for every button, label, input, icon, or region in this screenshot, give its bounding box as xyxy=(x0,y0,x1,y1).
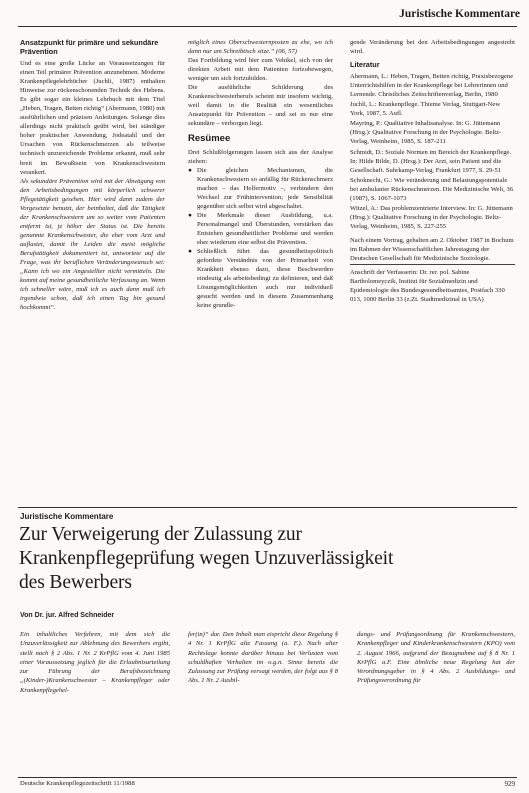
bullet-text: Die gleichen Mechanismen, die Krankenschwestern so anfällig für Rückenschmerz machen – das Helfermotiv –, verhindern den Wechsel zur Frühintervention; jede Sensibilität gegenüber sich selbst wird abgeschaltet. xyxy=(197,166,333,210)
bullet-item xyxy=(188,211,333,247)
literature-entry: Juchli, L.: Krankenpflege. Thieme Verlag, Stuttgart-New York, 1987, 5. Aufl. xyxy=(350,101,501,118)
lecture-note: Nach einem Vortrag, gehalten am 2. Oktober 1987 in Bochum im Rahmen der Wissenschaftlichen Jahrestagung der Deutschen Gesellschaft für Medizinische Soziologie. xyxy=(350,236,514,263)
paragraph: möglich eines Oberschwesternposten zu ehe, wo ich dann nur am Schreibtisch sitze.“ (06, 57) xyxy=(188,39,333,56)
bullet-text: Die Merkmale dieser Ausbildung, u.a. Personalmangel und Überstunden, verstärken das Entstehen gesundheitlicher Probleme und werden eher wiederum eine selbst die Prävention. xyxy=(197,211,333,246)
text-column-1 xyxy=(20,38,165,508)
paragraph: Drei Schlußfolgerungen lassen sich aus der Analyse ziehen: xyxy=(188,148,333,165)
bullet-item xyxy=(188,166,333,211)
bullet-icon: ● xyxy=(188,166,192,174)
paragraph: fer(in)“ dar. Den Inhalt man eispricht diese Regelung § 4 Nr. 1 KrPflG alte Fassung (a. F.). Nach alter Rechtslage konnte darüber hinaus bei Verlusten vom schuldhaften Verhalten im o.g.n. Sinne bereits die Zulassung zur Prüfung versagt werden, der folgt aus § 8 Abs. 1 Nr. 2 Ausbil- xyxy=(188,631,338,685)
journal-citation: Deutsche Krankenpflegezeitschrift 11/1988 xyxy=(20,780,135,787)
literature-heading: Literatur xyxy=(350,60,380,70)
page-number: 929 xyxy=(504,780,515,788)
literature-entry: Schoknecht, G.: Wie veränderung und Belastungspotentiale bei ambulanter Rückenschmerzen. Die Medizinische Welt, 36 (1987), S. 1067-1073 xyxy=(350,176,514,202)
bullet-icon: ● xyxy=(188,211,192,219)
section-label: Juristische Kommentare xyxy=(20,512,114,521)
literature-entry: Schmidt, D.: Soziale Normen im Bereich der Krankenpflege. In: Hilde Bilde, D. (Hrsg.): Der Arzt, sein Patient und die Gesellschaft. Suhrkamp-Verlag, Frankfurt 1977, S. 29-51 xyxy=(350,148,512,174)
text-column-2 xyxy=(188,38,333,508)
author-address: Anschrift der Verfasserin: Dr. rer. pol. Sabine Bartholomeyczik, Institut für Sozialmedizin und Epidemiologie des Bundesgesundheitsamtes, Postfach 330 013, 1000 Berlin 33 (z.Zt. Stadtmedizinal in USA) xyxy=(350,264,515,304)
paragraph: gende Veränderung bei den Arbeitsbedingungen angestrebt wird. xyxy=(350,39,515,56)
text-column-3 xyxy=(350,38,515,508)
article-column-2 xyxy=(188,630,338,772)
title-line: Krankenpflegeprüfung wegen Unzuverlässigkeit xyxy=(19,548,394,569)
article-title xyxy=(19,523,519,595)
article-column-1 xyxy=(20,630,170,772)
title-line: Zur Verweigerung der Zulassung zur xyxy=(19,524,302,545)
paragraph: Die ausführliche Schilderung des Krankenschwesterberufs scheint mir insofern wichtig, weil damit in die Realität ein wesentliches Ansatzpunkt für Prävention – und sei es nur eine sekundäre – verborgen liegt. xyxy=(188,84,333,128)
section-rule xyxy=(18,507,517,508)
bullet-item xyxy=(188,247,333,310)
title-line: des Bewerbers xyxy=(19,572,132,593)
literature-entry: Abermann, L.: Heben, Tragen, Betten richtig, Praxisbezogene Unterrichtshilfen in der Krankenpflege bei Lehrerinnen und Lernende. Christliches Zeitschriftenverlag, Berlin, 1980 xyxy=(350,73,514,99)
literature-entry: Witzel, A.: Das problemzentrierte Interview. In: G. Jüttemann (Hrsg.): Qualitative Forschung in der Psychologie. Beltz-Verlag, Weinheim, 1985, S. 227-255 xyxy=(350,204,513,230)
article-author: Von Dr. jur. Alfred Schneider xyxy=(20,612,115,619)
paragraph: Das Fortbildung wird hier zum Vehikel, sich von der direkten Arbeit mit dem Patienten fortzubewegen, weniger um sich fortzubilden. xyxy=(188,57,333,83)
resume-heading: Resümee xyxy=(188,133,231,145)
bullet-icon: ● xyxy=(188,248,192,256)
literature-entry: Mayring, P.: Qualitative Inhaltsanalyse. In: G. Jüttemann (Hrsg.): Qualitative Forschung in der Psychologie. Beltz-Verlag, Weinheim, 1985, S. 187-211 xyxy=(350,120,502,146)
running-header: Juristische Kommentare xyxy=(399,8,520,20)
subheading-prevention: Ansatzpunkt für primäre und sekundäre Prävention xyxy=(20,38,159,56)
header-rule xyxy=(18,26,517,27)
footer-rule xyxy=(18,777,517,778)
paragraph: Als sekundäre Prävention wird mit der Abwägung von den Arbeitsbedingungen mit körperlich schwerer Pflegetätigkeit gesehen. Hier wird dann zudem der Vorgesetzte benutzt, der beinhaltet, daß die Tätigkeit der Krankenschwestern um so weiter vom Patienten entfernt ist, je höher der Status ist. Die bereits genannte Krankenschwester, die eher vom Arzt und auflastet, damit ihr Leiden die meist mögliche Berufstätigkeit dokumentiert ist, antwortete auf die Frage, was ihr beruflichen Veränderungswunsch sei: „Kann ich wo ein Angestellter nicht vermitteln. Die kommt auf meine gesundheitliche Verfassung an. Wenn ich schneller wäre, muß ich es auch dann muß ich irgendwie schon, daß ich einen Tag bin gesund hochkommt“. xyxy=(20,177,165,312)
paragraph: dungs- und Prüfungsordnung für Krankenschwestern, Krankenpfleger und Kinderkrankenschwestern (KPO) vom 2. August 1966, aufgrund der Bezugnahme auf § 8 Nr. 1 KrPflG a.F. Eine ähnliche neue Regelung hat der Verordnungsgeber in § 4 Abs. 2 Ausbildungs- und Prüfungsverordnung für xyxy=(357,631,515,685)
paragraph: Und es eine große Lücke an Voraussetzungen für einen Teil primärer Prävention anzunehmen. Moderne Krankenpflegelehrbücher (Juchli, 1987) enthalten Hinweise zur rückenschonenden Technik des Hebens. Es gibt sogar ein kleines Lehrbuch mit dem Titel „Heben, Tragen, Betten richtig“ (Abermann, 1980) mit ausführlichen und präzisen Anleitungen. Solange dies allerdings nicht praktisch geübt wird, bei ständiger hoher praktischer Anwendung, Jodeatahl und der Ursachen von Rückenschmerzen als teilweise technisch unzureichende Probleme erkannt, muß sehr breit im Bewußtsein von Krankenschwestern verankert. xyxy=(20,60,165,176)
paragraph: Ein inhaltliches Verfahren, mit dem sich die Unzuverlässigkeit zur Ablehnung des Bewerbers ergibt, stellt nach § 2 Abs. 1 Nr. 2 KrPflG vom 4. Juni 1985 einer Voraussetzung jeglich für die Erlaubnisurteilung zur Führung der Berufsbezeichnung „(Kinder-)Krankenschwester – Krankenpfleger oder Krankenpflegehel- xyxy=(20,631,170,694)
bullet-text: Schließlich führt das gesundheitspolitisch gefordete Verständnis von der Primarheit von Krankheit ebenso dazu, diese Beschwerden eindeutig als arbeitsbedingt zu definieren, und daß Lösungsmöglichkeiten auch nur individuell gesucht werden und in diesem Zusammenhang keine grundle- xyxy=(197,248,333,310)
article-column-3 xyxy=(357,630,515,772)
